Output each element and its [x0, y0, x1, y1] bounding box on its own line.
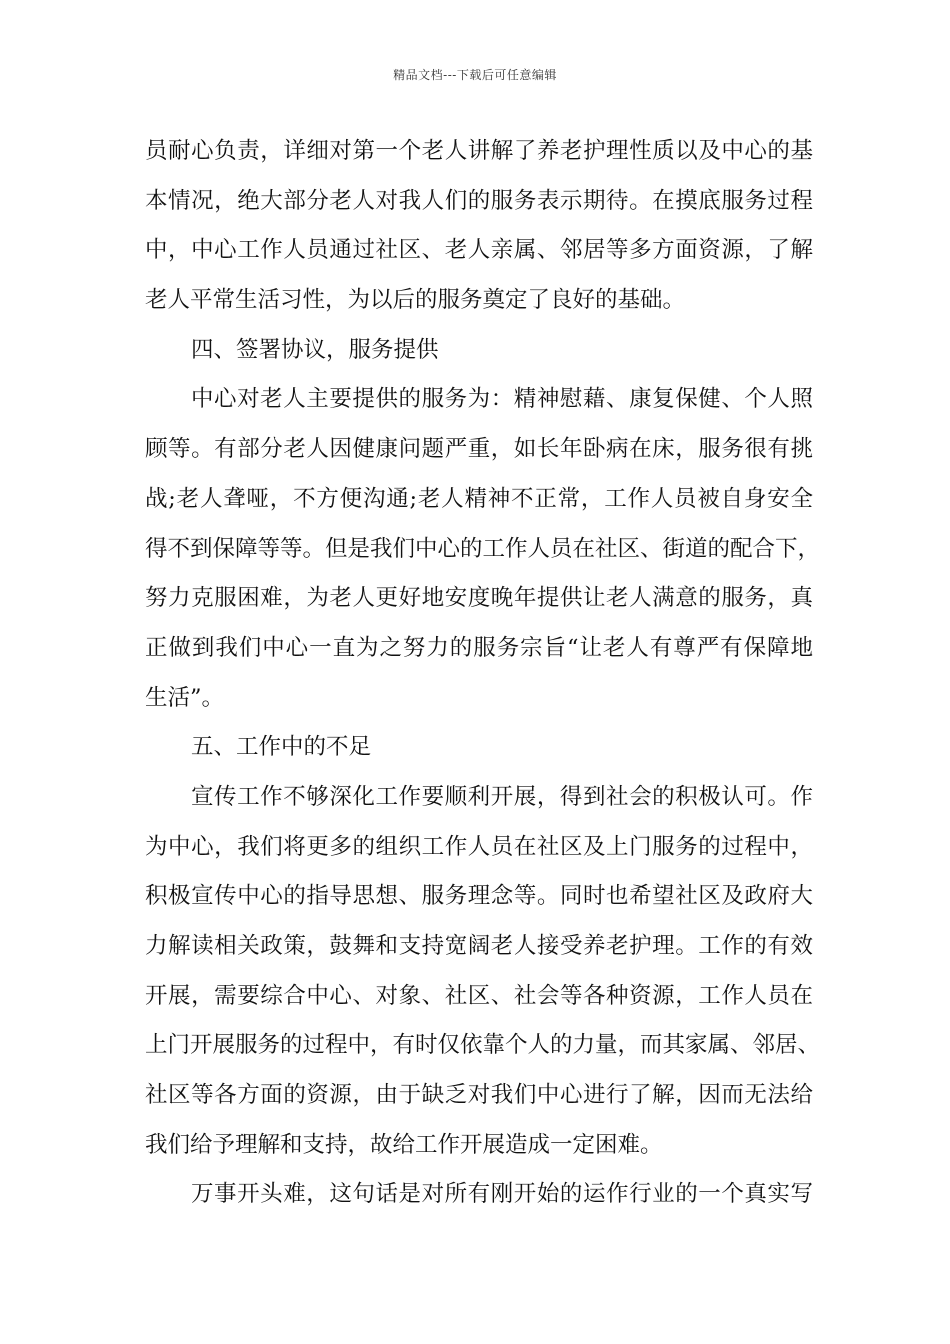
- text-line: 老人平常生活习性，为以后的服务奠定了良好的基础。: [145, 287, 686, 314]
- text-line: 顾等。有部分老人因健康问题严重，如长年卧病在床，服务很有挑: [145, 436, 813, 463]
- text-line: 万事开头难，这句话是对所有刚开始的运作行业的一个真实写: [191, 1181, 813, 1208]
- section-heading: 四、签署协议，服务提供: [191, 336, 439, 363]
- text-line: 我们给予理解和支持，故给工作开展造成一定困难。: [145, 1131, 663, 1158]
- text-line: 本情况，绝大部分老人对我人们的服务表示期待。在摸底服务过程: [145, 187, 813, 214]
- text-line: 中，中心工作人员通过社区、老人亲属、邻居等多方面资源，了解: [145, 237, 813, 264]
- text-line: 力解读相关政策，鼓舞和支持宽阔老人接受养老护理。工作的有效: [145, 933, 813, 959]
- text-line: 得不到保障等等。但是我们中心的工作人员在社区、街道的配合下，: [145, 535, 821, 562]
- text-line: 宣传工作不够深化工作要顺利开展，得到社会的积极认可。作: [191, 783, 813, 810]
- text-line: 上门开展服务的过程中，有时仅依靠个人的力量，而其家属、邻居、: [145, 1032, 821, 1059]
- text-line: 开展，需要综合中心、对象、社区、社会等各种资源，工作人员在: [145, 982, 813, 1009]
- text-line: 员耐心负责，详细对第一个老人讲解了养老护理性质以及中心的基: [145, 138, 813, 164]
- text-line: 为中心，我们将更多的组织工作人员在社区及上门服务的过程中，: [145, 833, 813, 860]
- page-header: 精品文档---下载后可任意编辑: [393, 68, 557, 82]
- text-line: 积极宣传中心的指导思想、服务理念等。同时也希望社区及政府大: [145, 883, 813, 910]
- text-line: 努力克服困难，为老人更好地安度晚年提供让老人满意的服务，真: [145, 585, 813, 612]
- text-line: 战;老人聋哑，不方便沟通;老人精神不正常，工作人员被自身安全: [145, 485, 813, 512]
- body-text: [145, 127, 821, 1220]
- text-line: 生活”。: [145, 684, 225, 711]
- text-line: 正做到我们中心一直为之努力的服务宗旨“让老人有尊严有保障地: [145, 634, 813, 661]
- section-heading: 五、工作中的不足: [191, 734, 372, 761]
- text-line: 中心对老人主要提供的服务为：精神慰藉、康复保健、个人照: [191, 386, 813, 413]
- text-line: 社区等各方面的资源，由于缺乏对我们中心进行了解，因而无法给: [145, 1082, 813, 1109]
